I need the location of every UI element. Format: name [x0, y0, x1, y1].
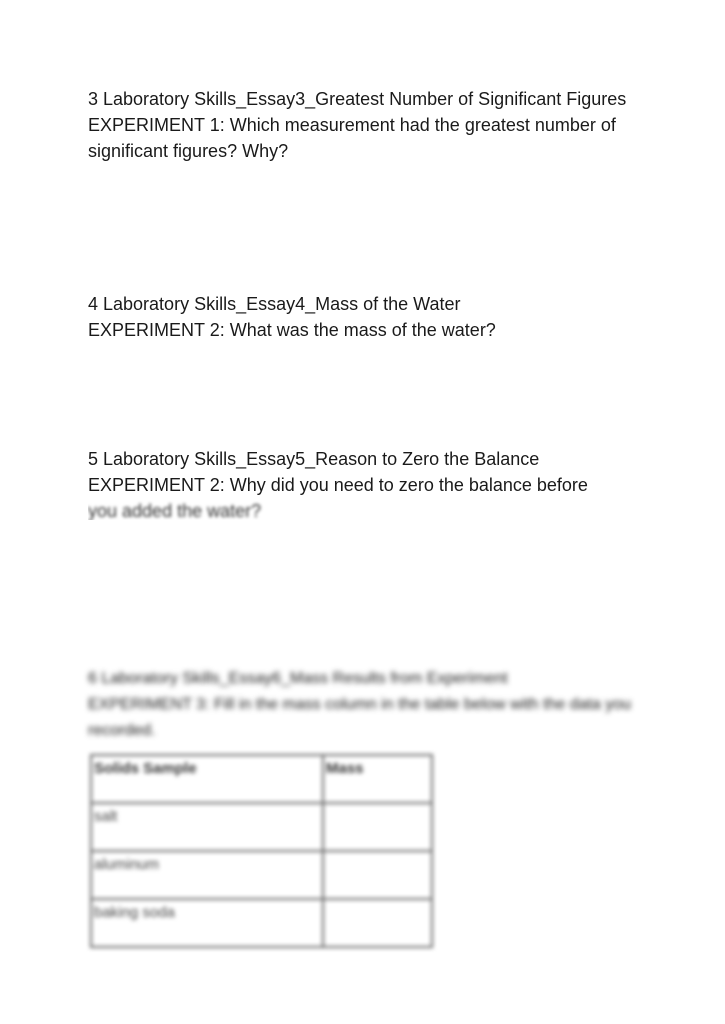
question-3-prompt: EXPERIMENT 1: Which measurement had the greatest number of significant figures? Why?: [88, 115, 616, 161]
question-6-prompt: EXPERIMENT 3: Fill in the mass column in the table below with the data you recorded.: [88, 696, 632, 739]
question-5: [88, 446, 648, 520]
column-header-solids-sample: Solids Sample: [91, 755, 323, 803]
column-header-mass: Mass: [323, 755, 432, 803]
sample-cell: aluminum: [91, 851, 323, 899]
table-row: [91, 803, 432, 851]
mass-cell[interactable]: [323, 851, 432, 899]
table-row: [91, 851, 432, 899]
question-4: [88, 291, 648, 343]
question-5-prompt-continuation: you added the water?: [88, 501, 262, 520]
question-6: [88, 666, 648, 744]
mass-results-table-container: [90, 754, 433, 948]
table-row: [91, 899, 432, 947]
mass-results-table: [90, 754, 433, 948]
question-5-heading: 5 Laboratory Skills_Essay5_Reason to Zero the Balance: [88, 449, 540, 469]
table-header-row: [91, 755, 432, 803]
sample-cell: baking soda: [91, 899, 323, 947]
question-3-heading: 3 Laboratory Skills_Essay3_Greatest Number of Significant Figures: [88, 89, 627, 109]
mass-cell[interactable]: [323, 803, 432, 851]
sample-cell: salt: [91, 803, 323, 851]
question-4-prompt: EXPERIMENT 2: What was the mass of the water?: [88, 320, 496, 340]
mass-cell[interactable]: [323, 899, 432, 947]
question-6-heading: 6 Laboratory Skills_Essay6_Mass Results from Experiment: [88, 670, 508, 687]
question-4-heading: 4 Laboratory Skills_Essay4_Mass of the Water: [88, 294, 461, 314]
question-3: [88, 86, 648, 164]
question-5-prompt: EXPERIMENT 2: Why did you need to zero the balance before: [88, 475, 588, 495]
